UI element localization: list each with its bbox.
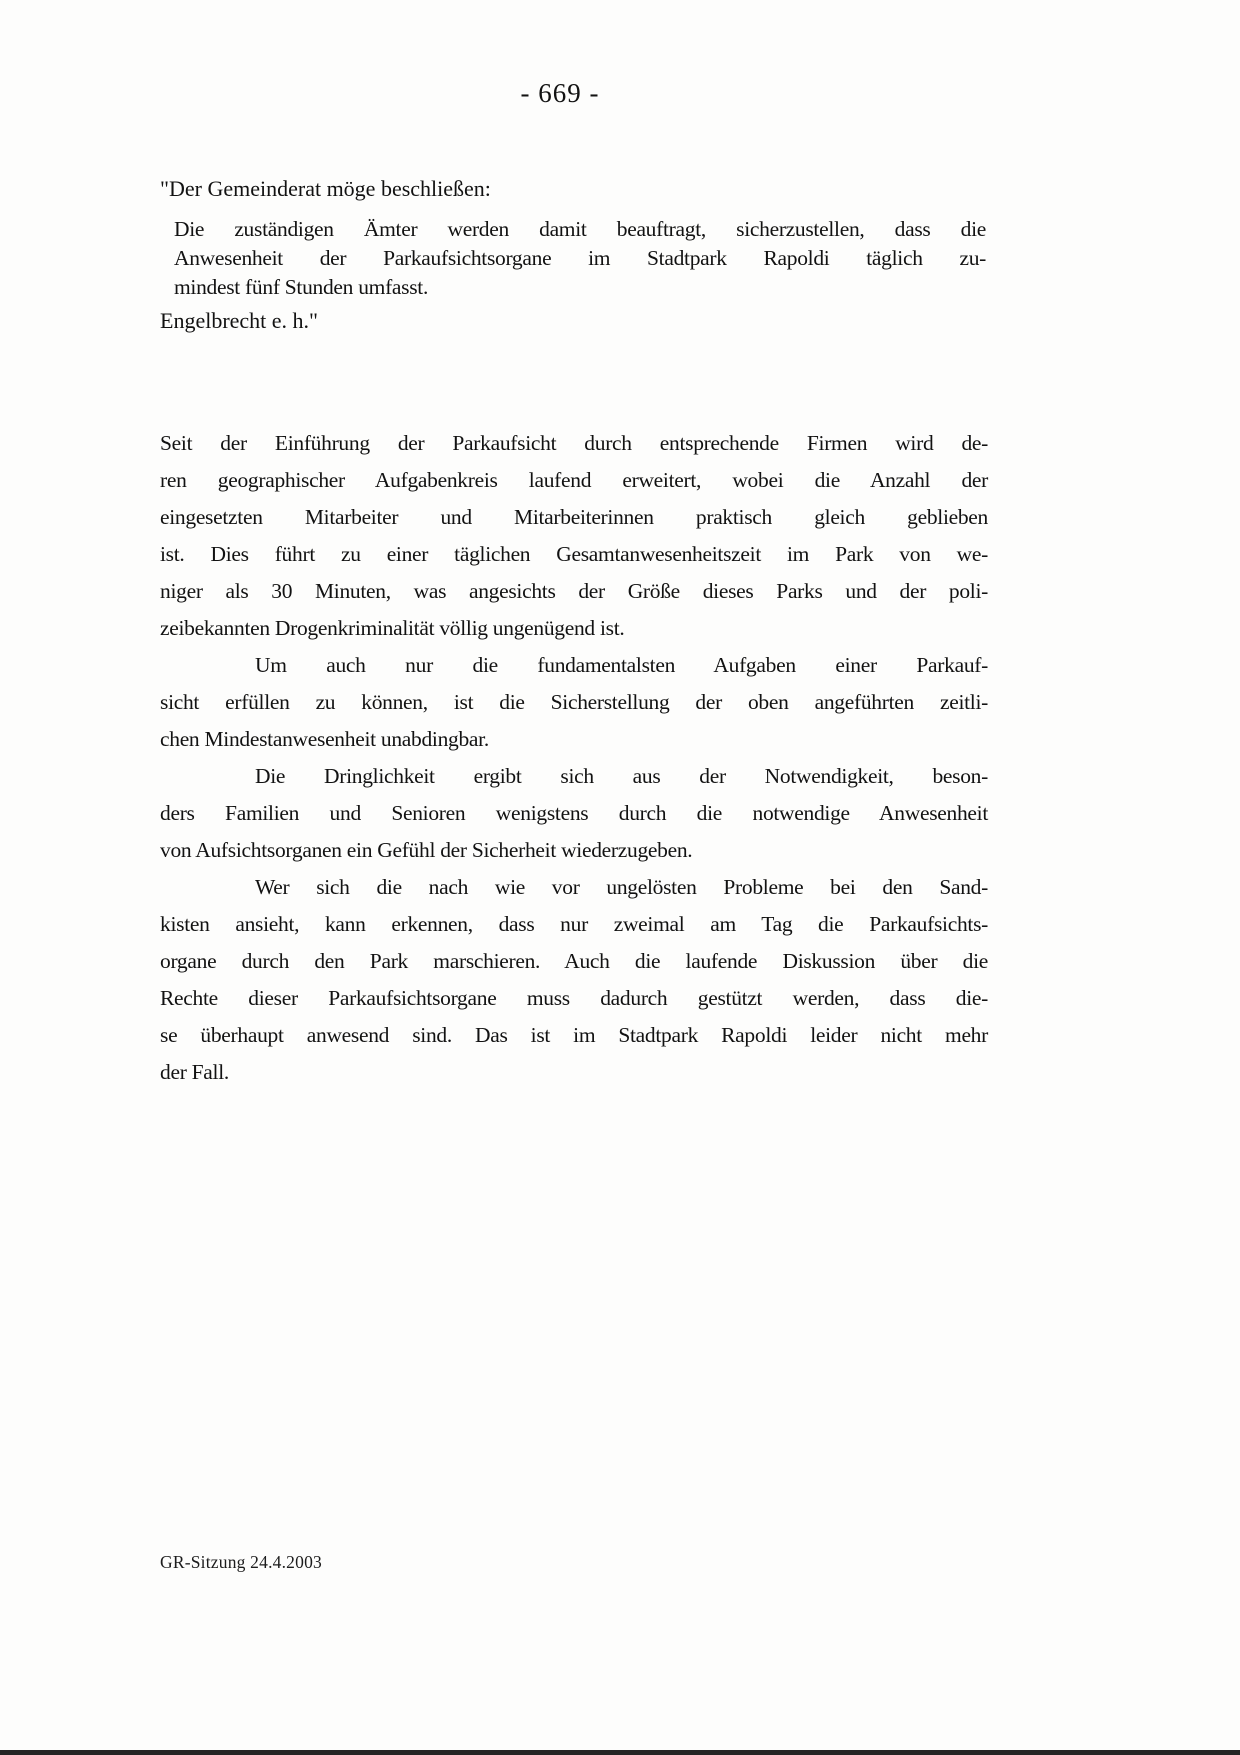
text-line: Die Dringlichkeit ergibt sich aus der Notwendigkeit, beson- bbox=[255, 764, 988, 788]
text-line: chen Mindestanwesenheit unabdingbar. bbox=[160, 727, 489, 751]
text-line: ders Familien und Senioren wenigstens durch die notwendige Anwesenheit bbox=[160, 801, 988, 825]
text-line: sicht erfüllen zu können, ist die Sicherstellung der oben angeführten zeitli- bbox=[160, 690, 988, 714]
text-line: Rechte dieser Parkaufsichtsorgane muss dadurch gestützt werden, dass die- bbox=[160, 986, 988, 1010]
body-paragraph bbox=[160, 758, 988, 869]
text-line: mindest fünf Stunden umfasst. bbox=[174, 275, 429, 299]
text-line: Um auch nur die fundamentalsten Aufgaben einer Parkauf- bbox=[255, 653, 988, 677]
body-paragraph bbox=[160, 869, 988, 1091]
text-line: ist. Dies führt zu einer täglichen Gesamtanwesenheitszeit im Park von we- bbox=[160, 542, 988, 566]
footer-session-label: GR-Sitzung 24.4.2003 bbox=[160, 1552, 322, 1572]
scan-bottom-edge bbox=[0, 1750, 1240, 1755]
text-line: kisten ansieht, kann erkennen, dass nur zweimal am Tag die Parkaufsichts- bbox=[160, 912, 988, 936]
text-line: Wer sich die nach wie vor ungelösten Probleme bei den Sand- bbox=[255, 875, 988, 899]
body-paragraph bbox=[160, 425, 988, 647]
page-number: - 669 - bbox=[520, 78, 600, 108]
text-line: Die zuständigen Ämter werden damit beauftragt, sicherzustellen, dass die bbox=[174, 217, 986, 241]
text-line: Seit der Einführung der Parkaufsicht durch entsprechende Firmen wird de- bbox=[160, 431, 988, 455]
motion-lines bbox=[174, 215, 986, 302]
text-line: organe durch den Park marschieren. Auch die laufende Diskussion über die bbox=[160, 949, 988, 973]
motion-signature: Engelbrecht e. h." bbox=[160, 308, 319, 333]
text-line: eingesetzten Mitarbeiter und Mitarbeiterinnen praktisch gleich geblieben bbox=[160, 505, 988, 529]
body-paragraphs bbox=[160, 425, 988, 1091]
text-line: Anwesenheit der Parkaufsichtsorgane im Stadtpark Rapoldi täglich zu- bbox=[174, 246, 986, 270]
text-line: se überhaupt anwesend sind. Das ist im Stadtpark Rapoldi leider nicht mehr bbox=[160, 1023, 988, 1047]
body-paragraph bbox=[160, 647, 988, 758]
text-line: von Aufsichtsorganen ein Gefühl der Sicherheit wiederzugeben. bbox=[160, 838, 693, 862]
text-line: niger als 30 Minuten, was angesichts der Größe dieses Parks und der poli- bbox=[160, 579, 988, 603]
text-line: zeibekannten Drogenkriminalität völlig ungenügend ist. bbox=[160, 616, 625, 640]
text-line: der Fall. bbox=[160, 1060, 229, 1084]
motion-intro: "Der Gemeinderat möge beschließen: bbox=[160, 176, 491, 201]
text-line: ren geographischer Aufgabenkreis laufend erweitert, wobei die Anzahl der bbox=[160, 468, 988, 492]
